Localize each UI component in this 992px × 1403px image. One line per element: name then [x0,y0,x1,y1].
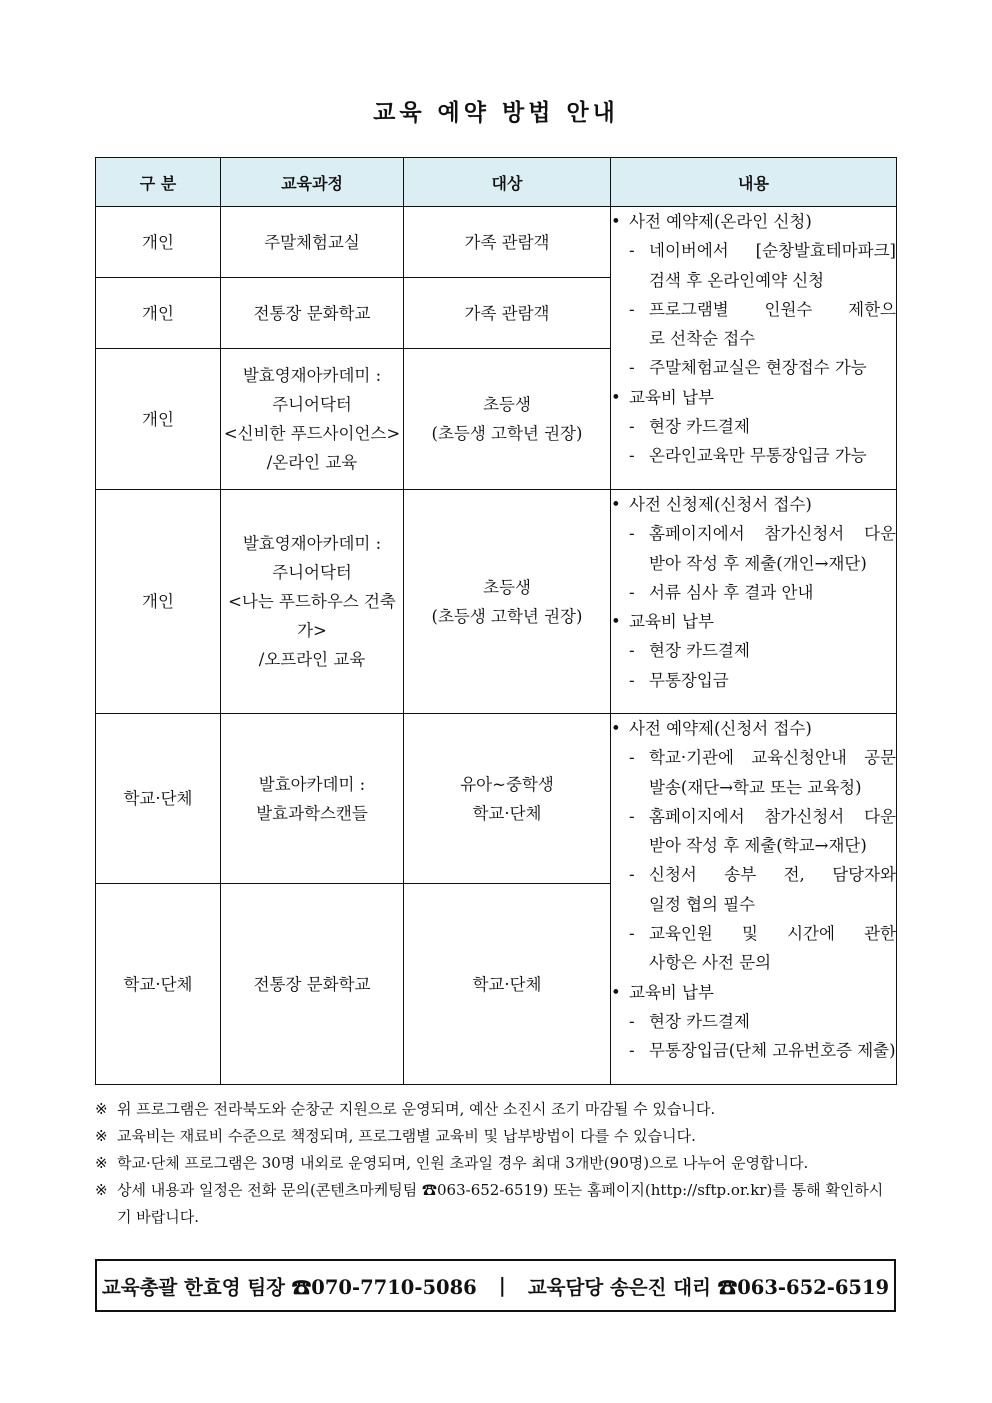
category-cell: 학교·단체 [96,714,221,884]
dash-line: - 무통장입금(단체 고유번호증 제출) [629,1041,896,1061]
category-cell: 학교·단체 [96,884,221,1085]
dash-line: - 서류 심사 후 결과 안내 [629,582,814,602]
bullet-line: • 사전 예약제(신청서 접수) [611,719,812,738]
category-cell: 개인 [96,490,221,714]
dash-line: - 학교·기관에 교육신청안내 공문 [629,748,896,768]
target-cell: 유아~중학생 학교·단체 [404,714,611,884]
dash-line: - 홈페이지에서 참가신청서 다운 [629,806,896,826]
header-target: 대상 [404,158,611,207]
course-cell: 발효아카데미 : 발효과학스캔들 [221,714,404,884]
dash-line: - 네이버에서 [순창발효테마파크] [629,241,896,261]
category-cell: 개인 [96,349,221,490]
table-row [96,714,897,884]
bullet-line: • 교육비 납부 [611,982,714,1002]
bullet-line: • 교육비 납부 [611,387,714,407]
dash-line-cont: 발송(재단→학교 또는 교육청) [649,777,862,797]
dash-line: - 프로그램별 인원수 제한으 [629,299,896,319]
category-cell: 개인 [96,278,221,349]
dash-line-cont: 검색 후 온라인예약 신청 [649,270,825,290]
dash-line: - 현장 카드결제 [629,641,750,661]
table-header-row [96,158,897,207]
category-cell: 개인 [96,207,221,278]
dash-line-cont: 로 선착순 접수 [649,329,756,349]
dash-line-cont: 사항은 사전 문의 [649,953,772,973]
contact-staff: 교육담당 송은진 대리 ☎063-652-6519 [527,1275,890,1299]
dash-line: - 온라인교육만 무통장입금 가능 [629,446,867,466]
target-cell: 가족 관람객 [404,278,611,349]
contact-lead: 교육총괄 한효영 팀장 ☎070-7710-5086 [101,1275,477,1299]
page-title: 교육 예약 방법 안내 [373,99,619,126]
note-item: ※ 학교·단체 프로그램은 30명 내외로 운영되며, 인원 초과일 경우 최대 3개반(90명)으로 나누어 운영합니다. [95,1154,809,1172]
dash-line: - 현장 카드결제 [629,417,750,437]
target-cell: 학교·단체 [404,884,611,1085]
course-cell: 발효영재아카데미 : 주니어닥터 <나는 푸드하우스 건축가> /오프라인 교육 [221,490,404,714]
course-cell: 전통장 문화학교 [221,884,404,1085]
dash-line-cont: 일정 협의 필수 [649,894,756,914]
dash-line-cont: 받아 작성 후 제출(학교→재단) [649,836,867,856]
dash-line-cont: 받아 작성 후 제출(개인→재단) [649,553,867,573]
target-cell: 가족 관람객 [404,207,611,278]
course-cell: 전통장 문화학교 [221,278,404,349]
dash-line: - 주말체험교실은 현장접수 가능 [629,358,867,378]
dash-line: - 홈페이지에서 참가신청서 다운 [629,524,896,544]
target-cell: 초등생 (초등생 고학년 권장) [404,349,611,490]
content-cell-school-group [611,714,897,1085]
dash-line: - 교육인원 및 시간에 관한 [629,924,896,944]
dash-line: - 현장 카드결제 [629,1011,750,1031]
contact-separator: | [498,1274,506,1297]
header-category: 구 분 [96,158,221,207]
header-content: 내용 [611,158,897,207]
table-row [96,207,897,278]
notes-section [95,1096,896,1231]
dash-line: - 신청서 송부 전, 담당자와 [629,865,896,885]
note-item: ※ 상세 내용과 일정은 전화 문의(콘텐츠마케팅팀 ☎063-652-6519) 또는 홈페이지(http://sftp.or.kr)를 통해 확인하시기 바랍니다. [95,1181,884,1226]
header-course: 교육과정 [221,158,404,207]
bullet-line: • 사전 예약제(온라인 신청) [611,212,812,231]
note-item: ※ 위 프로그램은 전라북도와 순창군 지원으로 운영되며, 예산 소진시 조기 마감될 수 있습니다. [95,1100,716,1118]
education-table [95,157,897,1085]
content-cell-individual-offline [611,490,897,714]
note-item: ※ 교육비는 재료비 수준으로 책정되며, 프로그램별 교육비 및 납부방법이 다를 수 있습니다. [95,1127,696,1145]
table-row [96,490,897,714]
course-cell: 주말체험교실 [221,207,404,278]
bullet-line: • 사전 신청제(신청서 접수) [611,495,812,514]
course-cell: 발효영재아카데미 : 주니어닥터 <신비한 푸드사이언스> /온라인 교육 [221,349,404,490]
content-cell-individual-online [611,207,897,490]
target-cell: 초등생 (초등생 고학년 권장) [404,490,611,714]
bullet-line: • 교육비 납부 [611,612,714,632]
dash-line: - 무통장입금 [629,670,729,690]
contact-box [95,1259,896,1312]
